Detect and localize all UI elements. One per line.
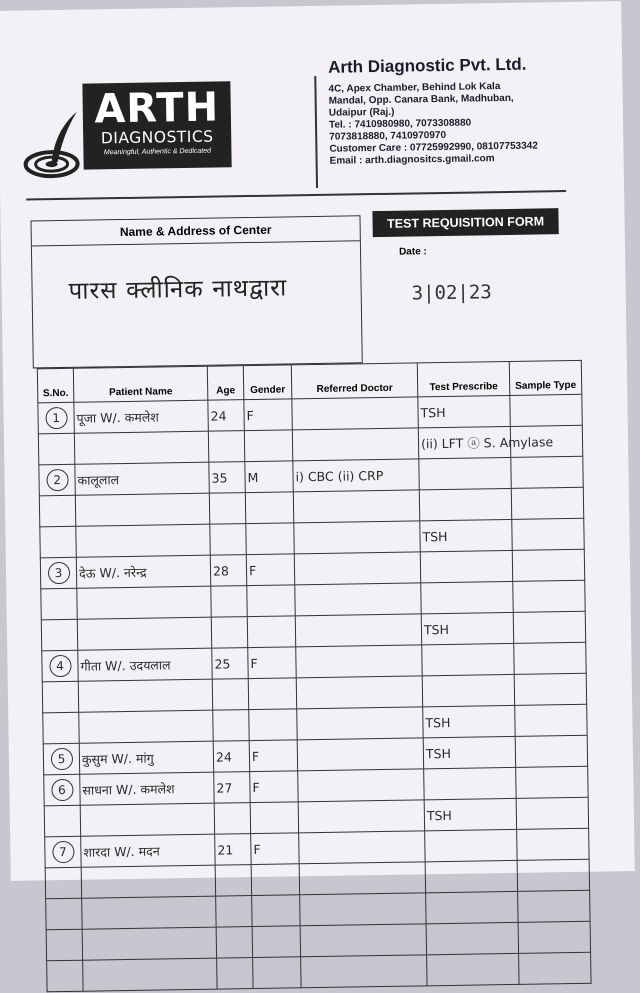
- age-cell: 25: [212, 648, 248, 680]
- age-cell: [211, 586, 247, 618]
- referred-doctor-cell: [299, 862, 425, 895]
- sno-circle: 7: [52, 841, 74, 863]
- sno-cell: [41, 619, 77, 651]
- patient-name-cell: [76, 524, 210, 557]
- referred-doctor-cell: [299, 831, 425, 864]
- age-cell: 35: [209, 462, 245, 494]
- logo-brand: ARTH: [94, 84, 220, 133]
- sno-circle: 1: [45, 407, 67, 429]
- center-name-handwritten: पारस क्लीनिक नाथद्वारा: [68, 273, 288, 305]
- sample-type-cell: [514, 673, 586, 705]
- gender-cell: F: [248, 647, 296, 679]
- sno-cell: [46, 929, 82, 961]
- sno-cell: [43, 712, 79, 744]
- referred-doctor-cell: [295, 614, 421, 647]
- sample-type-cell: [516, 797, 588, 829]
- patient-name-cell: पूजा W/. कमलेश: [74, 400, 208, 433]
- gender-cell: [247, 585, 295, 617]
- gender-cell: [252, 926, 300, 958]
- test-prescribe-cell: [425, 860, 517, 892]
- sno-cell: [46, 898, 82, 930]
- referred-doctor-cell: [292, 428, 418, 461]
- age-cell: 28: [210, 555, 246, 587]
- date-label: Date :: [398, 246, 427, 258]
- sno-cell: [44, 774, 80, 806]
- phone-line: Tel. : 7410980980, 7073308880: [328, 117, 472, 131]
- gender-cell: F: [251, 833, 299, 865]
- sno-cell: [38, 402, 74, 434]
- test-prescribe-cell: [422, 643, 514, 675]
- sno-cell: [41, 588, 77, 620]
- referred-doctor-cell: [296, 676, 422, 709]
- referred-doctor-cell: [300, 924, 426, 957]
- test-prescribe-cell: [426, 922, 518, 954]
- arth-logo: [20, 81, 232, 184]
- test-prescribe-cell: TSH: [423, 736, 515, 768]
- age-cell: [215, 865, 251, 897]
- customer-care-line: Customer Care : 07725992990, 08107753342: [329, 140, 538, 155]
- target-arrow-icon: [21, 112, 88, 183]
- age-cell: [217, 958, 253, 990]
- test-prescribe-cell: (ii) LFT ⓐ S. Amylase: [418, 426, 510, 458]
- test-prescribe-cell: TSH: [424, 798, 516, 830]
- patient-name-cell: [77, 617, 211, 650]
- sample-type-cell: [513, 611, 585, 643]
- center-box: [31, 215, 363, 368]
- gender-cell: [246, 523, 294, 555]
- referred-doctor-cell: [296, 645, 422, 678]
- age-cell: [212, 679, 248, 711]
- sample-type-cell: [511, 487, 583, 519]
- col-header-referred-doctor: Referred Doctor: [291, 363, 418, 399]
- center-title: Name & Address of Center: [32, 216, 360, 246]
- sno-cell: [40, 557, 76, 589]
- sno-cell: [38, 433, 74, 465]
- referred-doctor-cell: [301, 955, 427, 988]
- sno-cell: [42, 650, 78, 682]
- sno-circle: 4: [49, 655, 71, 677]
- patient-name-cell: [77, 586, 211, 619]
- col-header-test-prescribe: Test Prescribe: [417, 361, 510, 396]
- sample-type-cell: [511, 456, 583, 488]
- age-cell: [214, 803, 250, 835]
- logo-box: [82, 81, 231, 169]
- gender-cell: F: [250, 771, 298, 803]
- sample-type-cell: [517, 828, 589, 860]
- patient-name-cell: [82, 927, 216, 960]
- col-header-age: Age: [207, 366, 244, 401]
- test-prescribe-cell: [427, 953, 519, 985]
- test-prescribe-cell: [419, 488, 511, 520]
- sample-type-cell: [518, 890, 590, 922]
- test-prescribe-cell: [425, 829, 517, 861]
- gender-cell: M: [245, 461, 293, 493]
- test-prescribe-cell: [424, 767, 516, 799]
- company-name: Arth Diagnostic Pvt. Ltd.: [327, 54, 527, 77]
- test-prescribe-cell: TSH: [420, 519, 512, 551]
- address-line: 4C, Apex Chamber, Behind Lok Kala: [328, 81, 501, 95]
- patient-table: [37, 360, 592, 992]
- sno-cell: [44, 805, 80, 837]
- referred-doctor-cell: [300, 893, 426, 926]
- referred-doctor-cell: [294, 552, 420, 585]
- col-header-patient-name: Patient Name: [73, 366, 208, 402]
- form-title: TEST REQUISITION FORM: [372, 208, 558, 237]
- patient-name-cell: कुसुम W/. मांगु: [79, 741, 213, 774]
- sno-cell: [45, 836, 81, 868]
- gender-cell: [245, 492, 293, 524]
- gender-cell: [253, 957, 301, 989]
- referred-doctor-cell: [297, 738, 423, 771]
- age-cell: [209, 493, 245, 525]
- sample-type-cell: [512, 549, 584, 581]
- test-prescribe-cell: TSH: [418, 395, 510, 427]
- logo-tagline: Meaningful, Authentic & Dedicated: [103, 147, 212, 157]
- test-prescribe-cell: TSH: [423, 705, 515, 737]
- referred-doctor-cell: [298, 800, 424, 833]
- age-cell: 27: [214, 772, 250, 804]
- test-prescribe-cell: [420, 550, 512, 582]
- sample-type-cell: [515, 735, 587, 767]
- age-cell: [216, 896, 252, 928]
- address-line: Udaipur (Raj.): [328, 106, 395, 119]
- sno-circle: 2: [46, 469, 68, 491]
- sno-cell: [43, 743, 79, 775]
- sno-circle: 6: [51, 779, 73, 801]
- header-divider: [314, 76, 318, 188]
- patient-name-cell: [79, 710, 213, 743]
- referred-doctor-cell: [295, 583, 421, 616]
- age-cell: [208, 431, 244, 463]
- patient-name-cell: [80, 803, 214, 836]
- test-prescribe-cell: TSH: [421, 612, 513, 644]
- age-cell: 24: [213, 741, 249, 773]
- patient-name-cell: [75, 493, 209, 526]
- gender-cell: [252, 895, 300, 927]
- logo-sub: DIAGNOSTICS: [100, 127, 214, 148]
- patient-name-cell: साधना W/. कमलेश: [80, 772, 214, 805]
- gender-cell: F: [244, 399, 292, 431]
- referred-doctor-cell: [292, 397, 418, 430]
- date-value: 3|02|23: [411, 281, 492, 305]
- sno-cell: [39, 464, 75, 496]
- col-header-sno: S.No.: [37, 368, 74, 403]
- phone-line: 7073818880, 7410970970: [329, 129, 447, 143]
- col-header-gender: Gender: [243, 365, 292, 400]
- gender-cell: [248, 678, 296, 710]
- referred-doctor-cell: [294, 521, 420, 554]
- requisition-sheet: [0, 1, 635, 881]
- test-prescribe-cell: [419, 457, 511, 489]
- gender-cell: [247, 616, 295, 648]
- sno-cell: [39, 495, 75, 527]
- patient-name-cell: [78, 679, 212, 712]
- col-header-sample-type: Sample Type: [509, 360, 582, 395]
- patient-name-cell: [83, 958, 217, 991]
- sample-type-cell: [512, 518, 584, 550]
- gender-cell: F: [249, 740, 297, 772]
- age-cell: 24: [208, 400, 244, 432]
- gender-cell: [250, 802, 298, 834]
- referred-doctor-cell: [297, 707, 423, 740]
- age-cell: [216, 927, 252, 959]
- patient-name-cell: गीता W/. उदयलाल: [78, 648, 212, 681]
- patient-name-cell: [82, 896, 216, 929]
- sno-cell: [45, 867, 81, 899]
- referred-doctor-cell: i) CBC (ii) CRP: [293, 459, 419, 492]
- patient-name-cell: [74, 431, 208, 464]
- age-cell: [213, 710, 249, 742]
- age-cell: 21: [215, 834, 251, 866]
- gender-cell: F: [246, 554, 294, 586]
- sno-cell: [42, 681, 78, 713]
- email-line: Email : arth.diagnositcs.gmail.com: [329, 153, 495, 167]
- gender-cell: [249, 709, 297, 741]
- patient-name-cell: देऊ W/. नरेन्द्र: [76, 555, 210, 588]
- sample-type-cell: [514, 642, 586, 674]
- company-info: [328, 54, 590, 168]
- patient-name-cell: कालूलाल: [75, 462, 209, 495]
- test-prescribe-cell: [422, 674, 514, 706]
- referred-doctor-cell: [293, 490, 419, 523]
- sample-type-cell: [510, 394, 582, 426]
- test-prescribe-cell: [421, 581, 513, 613]
- patient-name-cell: [81, 865, 215, 898]
- patient-name-cell: शारदा W/. मदन: [81, 834, 215, 867]
- sno-cell: [47, 960, 83, 992]
- referred-doctor-cell: [298, 769, 424, 802]
- sample-type-cell: [515, 704, 587, 736]
- sample-type-cell: [519, 952, 591, 984]
- age-cell: [211, 617, 247, 649]
- address-line: Mandal, Opp. Canara Bank, Madhuban,: [328, 92, 514, 107]
- sno-circle: 5: [50, 748, 72, 770]
- sample-type-cell: [513, 580, 585, 612]
- sample-type-cell: [517, 859, 589, 891]
- test-prescribe-cell: [426, 891, 518, 923]
- age-cell: [210, 524, 246, 556]
- sample-type-cell: [518, 921, 590, 953]
- header-rule: [26, 190, 566, 200]
- sno-cell: [40, 526, 76, 558]
- gender-cell: [244, 430, 292, 462]
- sno-circle: 3: [47, 562, 69, 584]
- sample-type-cell: [516, 766, 588, 798]
- gender-cell: [251, 864, 299, 896]
